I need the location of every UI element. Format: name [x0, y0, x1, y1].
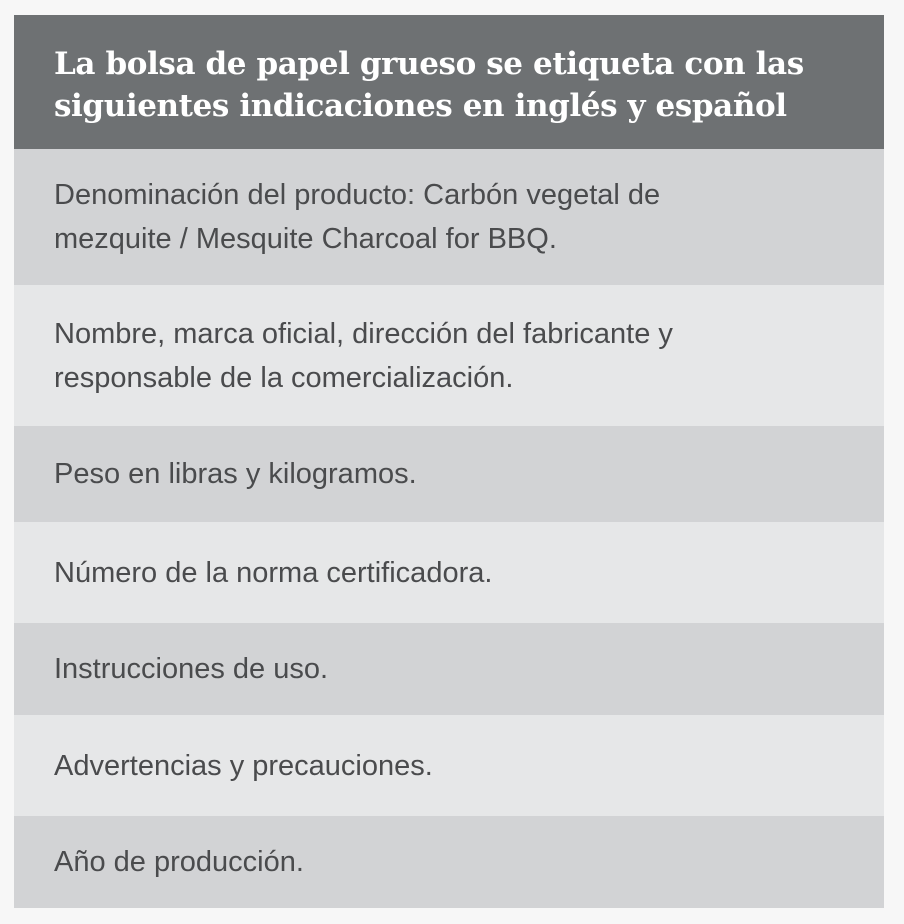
row-text-production-year: Año de producción.	[54, 846, 304, 878]
row-text-standard-number: Número de la norma certificadora.	[54, 556, 493, 589]
table-row	[14, 522, 884, 623]
table-row	[14, 816, 884, 908]
row-text-manufacturer: Nombre, marca oficial, dirección del fabricante y responsable de la comercialización.	[54, 317, 673, 394]
table-title: La bolsa de papel grueso se etiqueta con las siguientes indicaciones en inglés y español	[54, 46, 804, 124]
row-text-instructions: Instrucciones de uso.	[54, 653, 329, 685]
table-header	[14, 15, 884, 149]
table-row	[14, 285, 884, 426]
table-row	[14, 149, 884, 285]
row-text-weight: Peso en libras y kilogramos.	[54, 458, 417, 490]
table-row	[14, 426, 884, 522]
row-text-warnings: Advertencias y precauciones.	[54, 749, 433, 782]
table-row	[14, 623, 884, 715]
table-row	[14, 715, 884, 816]
row-text-product-name: Denominación del producto: Carbón vegetal de mezquite / Mesquite Charcoal for BBQ.	[54, 179, 661, 255]
labeling-table	[14, 15, 884, 908]
